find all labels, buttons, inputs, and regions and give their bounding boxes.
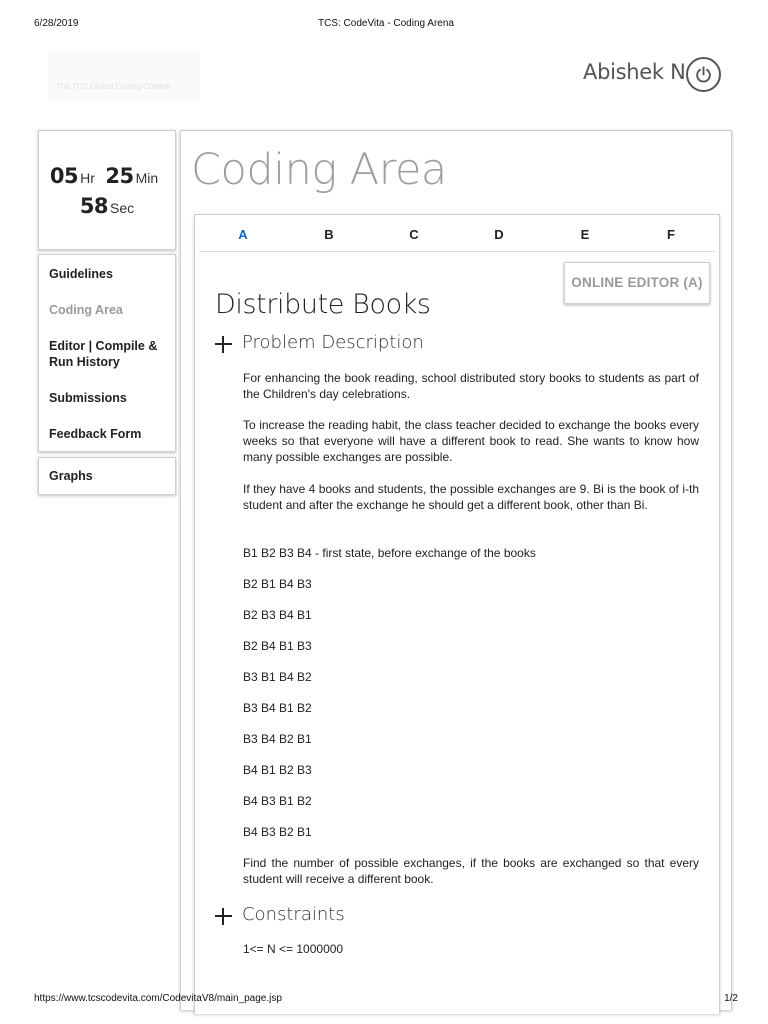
print-page-number: 1/2 [724, 993, 738, 1004]
logout-button[interactable] [686, 57, 721, 92]
description-paragraph: If they have 4 books and students, the possible exchanges are 9. Bi is the book of i-th student and after the exchange he should get a different book, other than Bi. [243, 482, 699, 512]
timer-seconds-unit: Sec [110, 200, 135, 216]
example-line: B4 B3 B2 B1 [243, 825, 312, 839]
user-name: Abishek N [583, 60, 686, 84]
nav-coding-area[interactable]: Coding Area [49, 303, 123, 317]
tab-c[interactable]: C [409, 227, 419, 242]
problem-title: Distribute Books [215, 289, 431, 320]
logo [48, 52, 200, 100]
tab-b[interactable]: B [324, 227, 334, 242]
print-url: https://www.tcscodevita.com/CodevitaV8/main_page.jsp [34, 993, 282, 1004]
description-paragraph: To increase the reading habit, the class teacher decided to exchange the books every weeks so that everyone will have a different book to read. She wants to know how many possible exchanges are possible. [243, 418, 699, 464]
plus-icon [215, 908, 232, 925]
example-line: B2 B4 B1 B3 [243, 639, 312, 653]
print-header [34, 18, 738, 32]
tab-e[interactable]: E [580, 227, 590, 242]
tab-d[interactable]: D [494, 227, 504, 242]
sidebar-nav [38, 254, 176, 452]
description-paragraph: For enhancing the book reading, school distributed story books to students as part of the Children's day celebrations. [243, 371, 699, 401]
nav-graphs[interactable]: Graphs [49, 469, 93, 483]
example-line: B2 B1 B4 B3 [243, 577, 312, 591]
tab-a[interactable]: A [238, 227, 248, 242]
constraints-heading: Constraints [242, 904, 345, 925]
example-line: B3 B4 B1 B2 [243, 701, 312, 715]
logo-text: The TCS Global Coding Contest [56, 82, 171, 91]
tab-f[interactable]: F [667, 227, 675, 242]
example-line: B4 B3 B1 B2 [243, 794, 312, 808]
example-line: B3 B1 B4 B2 [243, 670, 312, 684]
nav-guidelines[interactable]: Guidelines [49, 267, 113, 281]
problem-description-heading: Problem Description [242, 332, 424, 353]
example-line: B4 B1 B2 B3 [243, 763, 312, 777]
problem-panel [194, 214, 720, 1014]
timer-hours-unit: Hr [80, 170, 95, 186]
constraints-text: 1<= N <= 1000000 [243, 942, 344, 956]
timer-minutes-unit: Min [135, 170, 159, 186]
online-editor-button[interactable]: ONLINE EDITOR (A) [564, 262, 710, 304]
example-line: B1 B2 B3 B4 - first state, before exchange of the books [243, 546, 536, 560]
graphs-card [38, 457, 176, 495]
nav-editor-history[interactable]: Editor | Compile & Run History [49, 339, 158, 369]
page-title: Coding Area [191, 145, 447, 195]
example-line: B2 B3 B4 B1 [243, 608, 312, 622]
plus-icon [215, 336, 232, 353]
power-icon [695, 66, 712, 83]
print-title: TCS: CodeVita - Coding Arena [317, 18, 454, 29]
timer-minutes: 25 [105, 164, 134, 188]
print-date: 6/28/2019 [34, 18, 79, 29]
problem-tabs [199, 215, 715, 252]
print-footer [34, 993, 738, 1007]
timer-seconds: 58 [79, 194, 109, 218]
coding-area-panel [180, 130, 732, 1010]
nav-submissions[interactable]: Submissions [49, 391, 127, 405]
nav-feedback-form[interactable]: Feedback Form [49, 427, 142, 441]
countdown-timer [38, 130, 176, 250]
timer-hours: 05 [49, 164, 79, 188]
description-closing: Find the number of possible exchanges, if the books are exchanged so that every student will receive a different book. [243, 856, 699, 886]
example-line: B3 B4 B2 B1 [243, 732, 312, 746]
